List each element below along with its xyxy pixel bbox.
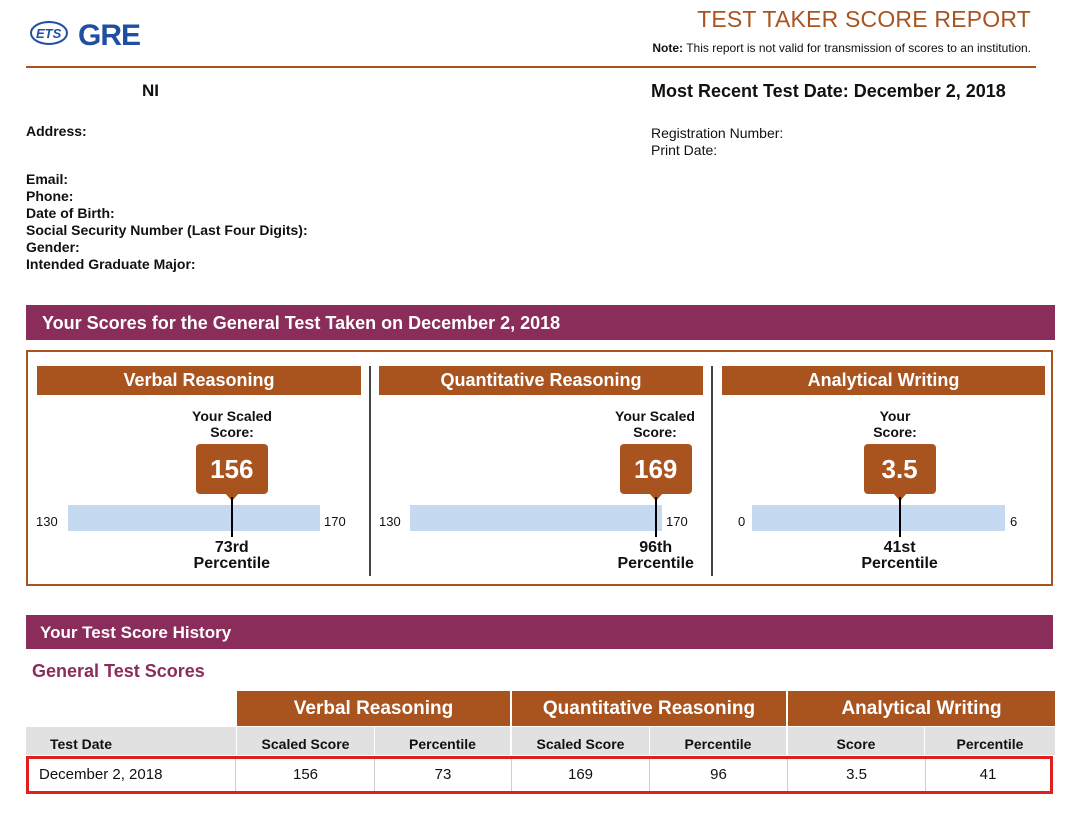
header-divider	[26, 66, 1036, 68]
score-history-banner: Your Test Score History	[26, 615, 1053, 649]
print-date-label: Print Date:	[651, 142, 718, 158]
ssn-label: Social Security Number (Last Four Digits):	[26, 222, 308, 238]
column-header-quant-scaled: Scaled Score	[512, 727, 649, 755]
quantitative-score-label: Your Scaled Score:	[615, 408, 695, 440]
column-header-test-date: Test Date	[26, 727, 236, 755]
verbal-score-needle	[231, 497, 233, 537]
writing-scale-max: 6	[1010, 514, 1018, 529]
ets-gre-logo	[30, 16, 155, 54]
quantitative-scale-bar	[410, 505, 662, 531]
history-cell-verbal-scaled: 156	[237, 758, 375, 792]
report-note: Note: This report is not valid for transmission of scores to an institution.	[652, 41, 1031, 55]
history-cell-quant-percentile: 96	[650, 758, 788, 792]
history-cell-quant-scaled: 169	[512, 758, 650, 792]
analytical-writing-header: Analytical Writing	[722, 366, 1045, 395]
writing-score-label: Your Score:	[873, 408, 917, 440]
date-of-birth-label: Date of Birth:	[26, 205, 115, 221]
intended-major-label: Intended Graduate Major:	[26, 256, 196, 272]
column-header-writing-score: Score	[788, 727, 924, 755]
verbal-reasoning-header: Verbal Reasoning	[37, 366, 361, 395]
verbal-scale-min: 130	[36, 514, 58, 529]
writing-scale-min: 0	[738, 514, 746, 529]
history-cell-verbal-percentile: 73	[375, 758, 512, 792]
quantitative-scale-min: 130	[379, 514, 401, 529]
column-header-verbal-percentile: Percentile	[375, 727, 510, 755]
history-cell-writing-score: 3.5	[788, 758, 926, 792]
writing-score-needle	[899, 497, 901, 537]
column-header-quant-percentile: Percentile	[650, 727, 786, 755]
svg-text:ETS: ETS	[36, 26, 62, 41]
writing-scale-bar	[752, 505, 1005, 531]
phone-label: Phone:	[26, 188, 74, 204]
verbal-percentile: 73rd Percentile	[193, 539, 271, 572]
column-header-writing-percentile: Percentile	[925, 727, 1055, 755]
writing-percentile: 41st Percentile	[861, 539, 938, 572]
quantitative-scale-max: 170	[666, 514, 688, 529]
history-cell-test-date: December 2, 2018	[29, 758, 236, 792]
quantitative-percentile: 96th Percentile	[617, 539, 694, 572]
test-taker-name: NI	[142, 81, 159, 100]
history-cell-writing-percentile: 41	[979, 766, 997, 783]
column-header-verbal-scaled: Scaled Score	[237, 727, 374, 755]
writing-score-box: 3.5	[864, 444, 936, 494]
score-column-divider	[369, 366, 371, 576]
quantitative-score-box: 169	[620, 444, 692, 494]
verbal-score-box: 156	[196, 444, 268, 494]
report-title: TEST TAKER SCORE REPORT	[697, 6, 1031, 32]
row-highlight-outline	[26, 756, 1053, 794]
svg-text:GRE: GRE	[78, 19, 141, 52]
history-group-quantitative: Quantitative Reasoning	[512, 691, 786, 726]
quantitative-score-needle	[655, 497, 657, 537]
quantitative-reasoning-header: Quantitative Reasoning	[379, 366, 703, 395]
history-group-writing: Analytical Writing	[788, 691, 1055, 726]
verbal-scale-bar	[68, 505, 320, 531]
registration-number-label: Registration Number:	[651, 125, 784, 141]
gender-label: Gender:	[26, 239, 80, 255]
verbal-scale-max: 170	[324, 514, 346, 529]
email-label: Email:	[26, 171, 69, 187]
address-label: Address:	[26, 123, 87, 139]
verbal-score-label: Your Scaled Score:	[192, 408, 272, 440]
most-recent-test-date: Most Recent Test Date: December 2, 2018	[651, 81, 1006, 101]
general-test-scores-heading: General Test Scores	[32, 661, 205, 681]
history-group-verbal: Verbal Reasoning	[237, 691, 510, 726]
scores-banner: Your Scores for the General Test Taken on December 2, 2018	[26, 305, 1055, 340]
